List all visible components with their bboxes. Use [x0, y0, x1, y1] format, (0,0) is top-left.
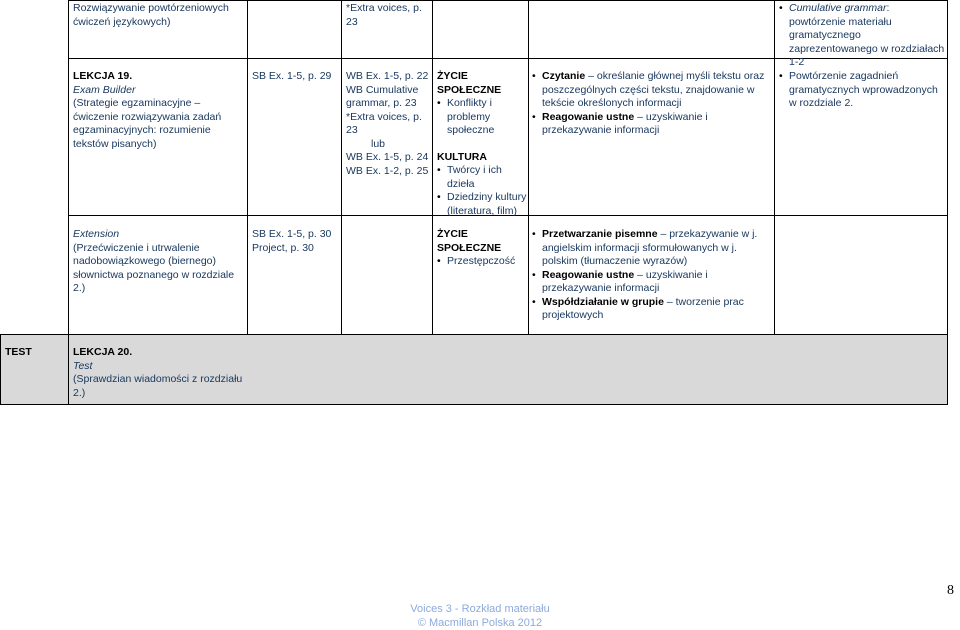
skill-item: [532, 111, 772, 138]
row0-wb-text: *Extra voices, p. 23: [346, 2, 422, 28]
column-divider: [68, 0, 69, 335]
skill-item: [532, 296, 772, 323]
column-divider: [68, 334, 69, 405]
row-divider: [0, 334, 948, 335]
topic-item: • Konflikty i problemy społeczne: [437, 97, 527, 138]
footer-copyright: © Macmillan Polska 2012: [417, 617, 543, 629]
topic-item: • Dziedziny kultury (literatura, film): [437, 191, 527, 218]
row1-sb-text: SB Ex. 1-5, p. 29: [252, 70, 332, 82]
topic-heading: ŻYCIE SPOŁECZNE: [437, 228, 502, 254]
column-divider: [947, 0, 948, 405]
skill-description: – tworzenie prac projektowych: [542, 295, 744, 321]
column-divider: [774, 0, 775, 335]
extension-title: Extension: [73, 228, 120, 240]
lesson-19-description: (Strategie egzaminacyjne – ćwiczenie rozwiązywania zadań egzaminacyjnych: rozumienie tekstów pisanych): [73, 97, 222, 150]
row2-topics-cell: [437, 228, 527, 269]
skill-name: Współdziałanie w grupie: [542, 295, 664, 308]
row1-skills-cell: [532, 70, 772, 138]
row0-notes-cell: [779, 2, 945, 70]
lesson-20-description: (Sprawdzian wiadomości z rozdziału 2.): [73, 373, 243, 399]
skill-item: [532, 228, 772, 269]
topic-item: • Przestępczość: [437, 255, 527, 269]
skill-name: Przetwarzanie pisemne: [542, 228, 658, 240]
skill-name: Reagowanie ustne: [542, 268, 635, 281]
row0-notes-rest: : powtórzenie materiału gramatycznego zaprezentowanego w rozdziałach 1-2: [789, 2, 945, 68]
skill-name: Czytanie: [542, 70, 586, 82]
row0-notes-italic: Cumulative grammar: [789, 2, 887, 14]
row1-wb-cell: [346, 70, 430, 178]
column-divider: [432, 0, 433, 335]
column-divider: [0, 334, 1, 405]
row2-lesson-cell: [73, 228, 245, 296]
row0-lesson-cell: [73, 2, 243, 29]
skill-description: – określanie głównej myśli tekstu oraz poszczególnych części tekstu, znajdowanie w tekście określonych informacji: [542, 70, 765, 109]
row3-lesson-cell: [73, 346, 245, 400]
skill-item: [532, 70, 772, 111]
topic-heading: ŻYCIE SPOŁECZNE: [437, 70, 502, 96]
row1-wb-line: WB Cumulative grammar, p. 23: [346, 83, 419, 109]
skill-description: – uzyskiwanie i przekazywanie informacji: [542, 268, 708, 294]
row1-wb-line: WB Ex. 1-5, p. 22: [346, 70, 429, 82]
skill-description: – przekazywanie w j. angielskim informacji sformułowanych w j. polskim (tłumaczenie wyrazów): [542, 228, 758, 267]
page-footer: [0, 602, 960, 630]
row1-wb-line: WB Ex. 1-2, p. 25: [346, 164, 429, 177]
table-border-top: [68, 0, 948, 1]
row2-sb-line: Project, p. 30: [252, 241, 314, 254]
row2-sb-line: SB Ex. 1-5, p. 30: [252, 228, 332, 240]
row1-wb-line: *Extra voices, p. 23: [346, 110, 422, 136]
lesson-20-subtitle: Test: [73, 359, 93, 372]
row1-notes-cell: [779, 70, 945, 111]
test-label: TEST: [5, 346, 32, 358]
column-divider: [247, 0, 248, 335]
skill-description: – uzyskiwanie i przekazywanie informacji: [542, 110, 708, 136]
topic-heading: KULTURA: [437, 150, 487, 163]
column-divider: [528, 0, 529, 335]
row2-skills-cell: [532, 228, 772, 323]
skill-name: Reagowanie ustne: [542, 110, 635, 123]
footer-title: Voices 3 - Rozkład materiału: [410, 603, 550, 615]
row1-topics-cell: [437, 70, 527, 218]
row0-notes-item: [779, 2, 945, 70]
table-border-bottom: [0, 404, 948, 405]
row1-lesson-cell: [73, 70, 245, 151]
lesson-20-title: LEKCJA 20.: [73, 346, 133, 358]
row2-sb-cell: [252, 228, 342, 255]
lesson-19-title: LEKCJA 19.: [73, 70, 133, 82]
row1-sb-cell: [252, 70, 342, 84]
row0-lesson-text: Rozwiązywanie powtórzeniowych ćwiczeń językowych): [73, 2, 229, 28]
topic-item: • Twórcy i ich dzieła: [437, 164, 527, 191]
extension-description: (Przećwiczenie i utrwalenie nadobowiązkowego (biernego) słownictwa poznanego w rozdziale 2.): [73, 241, 235, 294]
row0-wb-cell: [346, 2, 430, 29]
page-number: 8: [947, 583, 954, 598]
row1-wb-line: WB Ex. 1-5, p. 24: [346, 151, 429, 163]
notes-item: • Powtórzenie zagadnień gramatycznych wprowadzonych w rozdziale 2.: [779, 70, 945, 111]
row1-wb-line: lub: [370, 137, 385, 150]
lesson-19-subtitle: Exam Builder: [73, 83, 136, 96]
column-divider: [341, 0, 342, 335]
skill-item: [532, 269, 772, 296]
